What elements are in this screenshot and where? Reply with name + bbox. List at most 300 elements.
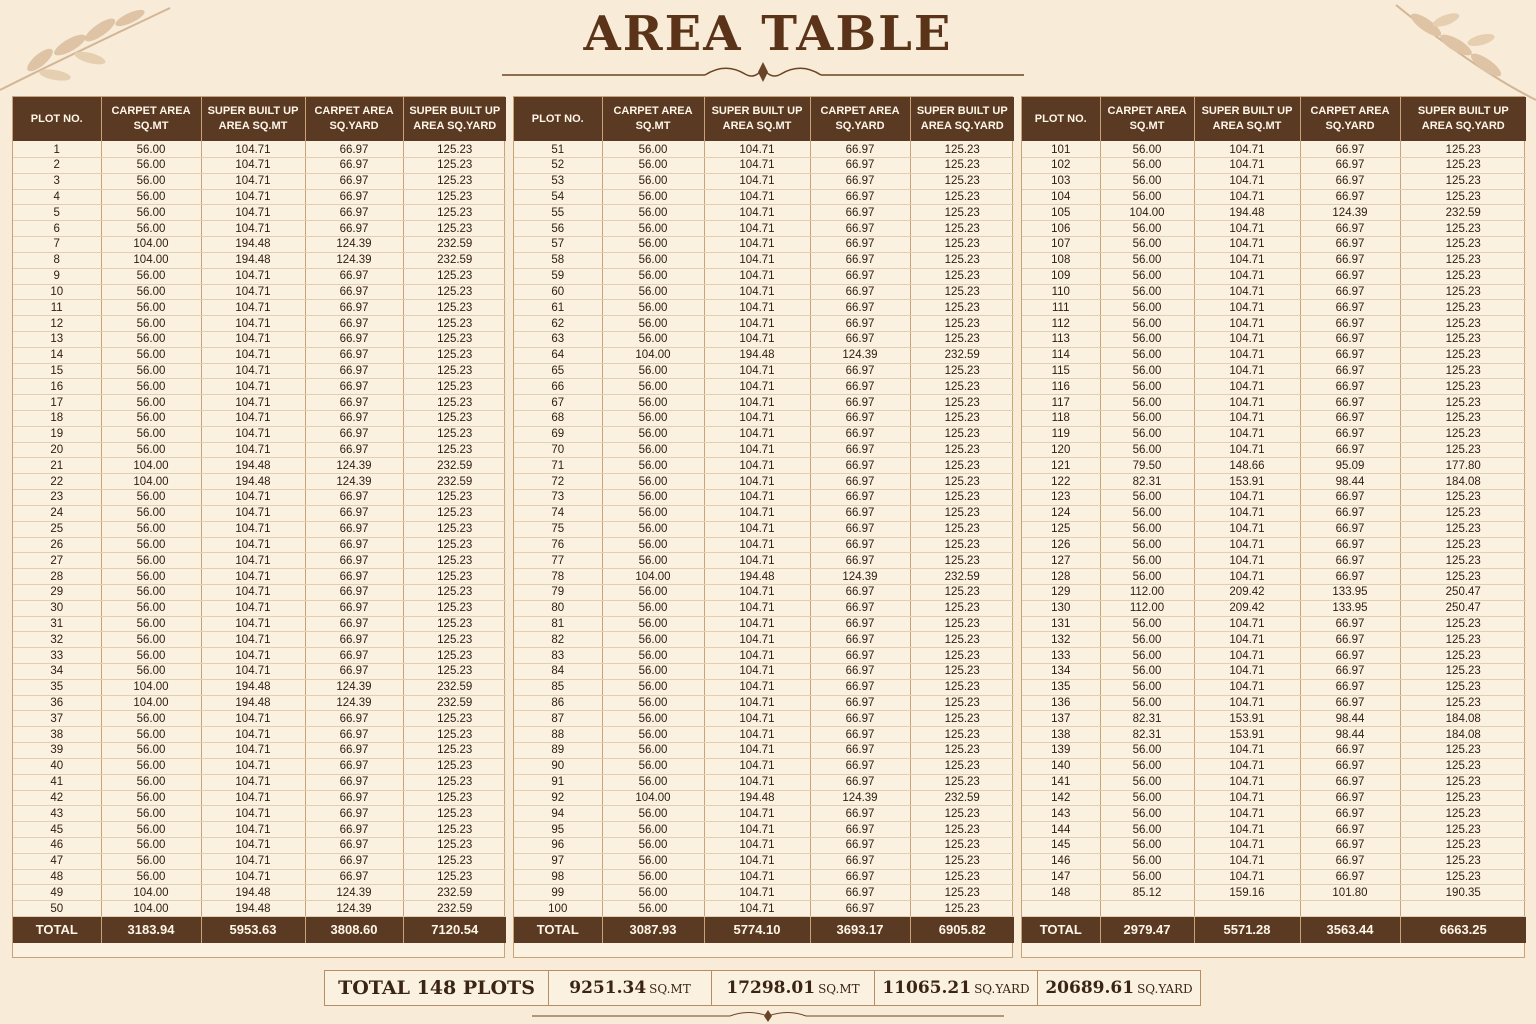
table-cell: 107 (1022, 237, 1100, 253)
table-row (13, 664, 506, 680)
table-cell: 104.71 (201, 331, 305, 347)
table-cell: 56.00 (1100, 743, 1194, 759)
table-cell: 66.97 (305, 490, 403, 506)
table-cell: 104.71 (704, 616, 810, 632)
table-cell: 12 (13, 316, 101, 332)
table-cell: 66.97 (1300, 822, 1400, 838)
table-cell: 66.97 (810, 490, 910, 506)
table-cell: 125.23 (1400, 774, 1526, 790)
table-cell: 104.71 (201, 822, 305, 838)
table-row (1022, 901, 1526, 917)
table-cell: 66.97 (1300, 616, 1400, 632)
table-cell: 104.71 (704, 284, 810, 300)
table-cell: 104.71 (201, 632, 305, 648)
table-cell: 56.00 (101, 758, 201, 774)
table-cell: 66.97 (810, 411, 910, 427)
table-row (13, 774, 506, 790)
table-cell: 104 (1022, 189, 1100, 205)
table-cell: 148.66 (1194, 458, 1300, 474)
table-row (1022, 790, 1526, 806)
table-cell: 56.00 (101, 553, 201, 569)
table-row (514, 758, 1014, 774)
table-cell: 66.97 (810, 316, 910, 332)
table-cell: 124.39 (305, 901, 403, 917)
table-row (514, 205, 1014, 221)
table-cell: 104.71 (704, 695, 810, 711)
total-value: 3693.17 (810, 917, 910, 943)
table-cell: 56.00 (602, 395, 704, 411)
table-cell: 56.00 (101, 837, 201, 853)
table-cell: 56.00 (1100, 521, 1194, 537)
table-cell: 43 (13, 806, 101, 822)
table-cell: 117 (1022, 395, 1100, 411)
table-cell: 66.97 (305, 711, 403, 727)
table-cell: 104.71 (704, 189, 810, 205)
table-cell: 56.00 (101, 205, 201, 221)
table-cell: 104.71 (704, 822, 810, 838)
table-cell: 125.23 (910, 869, 1014, 885)
table-cell: 104.71 (704, 474, 810, 490)
table-cell: 104.71 (1194, 221, 1300, 237)
table-cell: 52 (514, 158, 602, 174)
table-row (13, 474, 506, 490)
table-cell: 104.71 (201, 442, 305, 458)
table-cell: 4 (13, 189, 101, 205)
table-cell: 104.71 (1194, 189, 1300, 205)
table-row (13, 569, 506, 585)
table-cell: 16 (13, 379, 101, 395)
table-cell: 104.71 (201, 806, 305, 822)
table-cell: 66.97 (305, 569, 403, 585)
table-cell: 104.71 (704, 727, 810, 743)
table-row (1022, 379, 1526, 395)
table-row (1022, 505, 1526, 521)
table-cell: 125.23 (403, 141, 506, 158)
table-cell: 104.71 (704, 632, 810, 648)
table-row (514, 395, 1014, 411)
table-cell: 6 (13, 221, 101, 237)
table-cell: 104.71 (1194, 695, 1300, 711)
table-cell: 53 (514, 173, 602, 189)
table-row (1022, 727, 1526, 743)
table-cell: 104.71 (704, 395, 810, 411)
table-row (1022, 442, 1526, 458)
table-cell: 125.23 (910, 284, 1014, 300)
table-cell: 114 (1022, 347, 1100, 363)
table-cell: 31 (13, 616, 101, 632)
table-cell: 125.23 (910, 363, 1014, 379)
table-cell: 56.00 (1100, 679, 1194, 695)
table-cell: 21 (13, 458, 101, 474)
table-cell: 56.00 (1100, 442, 1194, 458)
table-cell: 125.23 (1400, 426, 1526, 442)
table-header (514, 97, 1014, 141)
table-cell: 66.97 (305, 806, 403, 822)
table-row (514, 632, 1014, 648)
table-cell: 66.97 (305, 347, 403, 363)
table-cell: 56.00 (101, 141, 201, 158)
table-cell: 56.00 (602, 885, 704, 901)
table-cell: 66.97 (1300, 316, 1400, 332)
table-cell: 124.39 (810, 790, 910, 806)
table-cell: 85.12 (1100, 885, 1194, 901)
table-cell: 121 (1022, 458, 1100, 474)
table-cell: 104.71 (704, 221, 810, 237)
table-cell: 124.39 (810, 347, 910, 363)
table-cell: 125.23 (910, 331, 1014, 347)
area-table-1 (13, 97, 506, 943)
table-row (1022, 837, 1526, 853)
table-row (13, 727, 506, 743)
table-row (514, 664, 1014, 680)
column-header: CARPET AREA SQ.YARD (305, 97, 403, 141)
table-cell: 104.71 (201, 616, 305, 632)
table-row (514, 584, 1014, 600)
table-cell: 104.71 (1194, 743, 1300, 759)
table-cell: 108 (1022, 252, 1100, 268)
table-cell: 125.23 (910, 379, 1014, 395)
table-cell: 141 (1022, 774, 1100, 790)
table-cell: 125.23 (403, 553, 506, 569)
table-cell: 56.00 (602, 758, 704, 774)
table-row (514, 869, 1014, 885)
table-row (514, 284, 1014, 300)
table-cell: 66.97 (1300, 284, 1400, 300)
table-cell: 125.23 (910, 442, 1014, 458)
table-cell: 125.23 (1400, 806, 1526, 822)
table-cell: 56.00 (101, 316, 201, 332)
table-cell: 56.00 (1100, 553, 1194, 569)
table-cell: 104.71 (704, 711, 810, 727)
table-cell: 56.00 (101, 774, 201, 790)
table-row (514, 600, 1014, 616)
table-cell: 95 (514, 822, 602, 838)
table-cell: 84 (514, 664, 602, 680)
table-cell: 26 (13, 537, 101, 553)
table-cell: 125.23 (403, 395, 506, 411)
table-row (514, 442, 1014, 458)
table-cell: 56.00 (101, 158, 201, 174)
table-cell: 66.97 (305, 173, 403, 189)
table-cell: 104.71 (704, 679, 810, 695)
table-cell: 104.71 (1194, 237, 1300, 253)
table-cell: 32 (13, 632, 101, 648)
table-cell: 56.00 (1100, 664, 1194, 680)
table-cell: 98.44 (1300, 711, 1400, 727)
table-cell: 125.23 (1400, 173, 1526, 189)
table-row (514, 774, 1014, 790)
table-cell: 99 (514, 885, 602, 901)
table-cell: 17 (13, 395, 101, 411)
table-cell: 104.71 (704, 584, 810, 600)
table-row (514, 711, 1014, 727)
table-cell: 66.97 (810, 837, 910, 853)
table-cell: 66.97 (810, 268, 910, 284)
table-cell: 66.97 (305, 553, 403, 569)
table-row (514, 822, 1014, 838)
table-cell: 56.00 (602, 806, 704, 822)
table-cell: 104.71 (704, 648, 810, 664)
table-cell: 11 (13, 300, 101, 316)
table-cell: 66.97 (1300, 379, 1400, 395)
table-row (514, 616, 1014, 632)
table-cell: 56.00 (101, 411, 201, 427)
table-row (514, 537, 1014, 553)
table-cell: 104.71 (1194, 853, 1300, 869)
grand-total-value: 20689.61 (1045, 978, 1135, 998)
table-cell: 66.97 (1300, 632, 1400, 648)
table-cell: 56.00 (101, 173, 201, 189)
grand-total-unit: SQ.YARD (1137, 982, 1193, 996)
table-cell: 125.23 (910, 490, 1014, 506)
table-row (13, 505, 506, 521)
table-cell: 125.23 (1400, 837, 1526, 853)
table-cell: 104.71 (201, 316, 305, 332)
table-cell: 66.97 (810, 205, 910, 221)
table-row (1022, 284, 1526, 300)
table-cell: 125.23 (910, 252, 1014, 268)
table-row (1022, 774, 1526, 790)
table-cell: 125.23 (403, 363, 506, 379)
table-cell: 56.00 (101, 300, 201, 316)
table-cell: 232.59 (403, 695, 506, 711)
table-row (1022, 173, 1526, 189)
table-cell: 66.97 (305, 395, 403, 411)
table-cell: 66.97 (305, 363, 403, 379)
table-cell: 96 (514, 837, 602, 853)
table-cell: 112.00 (1100, 584, 1194, 600)
table-row (514, 474, 1014, 490)
table-cell: 104.71 (201, 426, 305, 442)
table-row (1022, 853, 1526, 869)
table-cell: 56.00 (1100, 347, 1194, 363)
table-cell: 56.00 (1100, 252, 1194, 268)
table-cell: 56.00 (602, 490, 704, 506)
grand-total-value: 9251.34 (569, 978, 647, 998)
table-cell: 125.23 (403, 664, 506, 680)
table-cell: 56.00 (101, 853, 201, 869)
table-cell: 104.71 (1194, 569, 1300, 585)
table-cell: 104.71 (704, 553, 810, 569)
table-cell: 56.00 (602, 300, 704, 316)
table-cell: 125.23 (910, 600, 1014, 616)
table-cell: 104.71 (201, 837, 305, 853)
table-cell: 66.97 (810, 600, 910, 616)
table-row (1022, 679, 1526, 695)
total-label: TOTAL (1022, 917, 1100, 943)
table-cell: 66.97 (305, 600, 403, 616)
table-cell: 104.71 (201, 268, 305, 284)
table-cell: 104.71 (704, 205, 810, 221)
table-cell: 98 (514, 869, 602, 885)
table-cell: 125.23 (910, 537, 1014, 553)
table-row (1022, 189, 1526, 205)
table-cell: 125.23 (910, 648, 1014, 664)
table-cell: 104.71 (201, 537, 305, 553)
table-cell: 66.97 (305, 616, 403, 632)
table-cell: 124.39 (305, 679, 403, 695)
table-cell: 18 (13, 411, 101, 427)
table-cell: 56.00 (602, 363, 704, 379)
table-cell: 104.71 (704, 758, 810, 774)
table-cell: 56.00 (1100, 695, 1194, 711)
table-cell: 66.97 (305, 727, 403, 743)
table-cell (1400, 901, 1526, 917)
table-cell: 66.97 (305, 268, 403, 284)
table-row (1022, 600, 1526, 616)
table-cell: 138 (1022, 727, 1100, 743)
table-cell: 66.97 (810, 616, 910, 632)
table-row (1022, 411, 1526, 427)
table-cell: 125.23 (403, 442, 506, 458)
table-cell: 42 (13, 790, 101, 806)
table-cell: 66.97 (1300, 758, 1400, 774)
table-cell: 66.97 (1300, 790, 1400, 806)
table-cell: 104.71 (1194, 632, 1300, 648)
table-row (1022, 553, 1526, 569)
table-cell: 104.71 (1194, 616, 1300, 632)
table-row (1022, 537, 1526, 553)
table-cell: 56.00 (101, 221, 201, 237)
table-cell: 104.71 (1194, 442, 1300, 458)
table-cell: 37 (13, 711, 101, 727)
table-row (1022, 316, 1526, 332)
table-cell: 56.00 (101, 521, 201, 537)
table-cell: 104.71 (201, 584, 305, 600)
table-cell: 66.97 (1300, 158, 1400, 174)
area-table-2 (514, 97, 1014, 943)
table-cell: 48 (13, 869, 101, 885)
table-cell: 125.23 (1400, 395, 1526, 411)
table-cell: 115 (1022, 363, 1100, 379)
table-row (1022, 616, 1526, 632)
table-cell: 125.23 (910, 316, 1014, 332)
table-row (514, 490, 1014, 506)
table-cell: 66.97 (810, 885, 910, 901)
table-cell: 104.71 (1194, 758, 1300, 774)
table-cell: 82.31 (1100, 711, 1194, 727)
table-cell: 56.00 (602, 205, 704, 221)
table-cell: 104.71 (1194, 300, 1300, 316)
table-cell: 56.00 (602, 774, 704, 790)
table-cell: 129 (1022, 584, 1100, 600)
table-cell: 56.00 (101, 711, 201, 727)
table-cell: 88 (514, 727, 602, 743)
table-cell: 125.23 (1400, 189, 1526, 205)
table-cell: 56.00 (101, 727, 201, 743)
table-cell: 68 (514, 411, 602, 427)
table-cell: 66.97 (1300, 237, 1400, 253)
table-cell: 56.00 (602, 505, 704, 521)
table-row (13, 695, 506, 711)
table-cell: 66.97 (810, 395, 910, 411)
table-cell: 56.00 (101, 822, 201, 838)
table-cell: 104.71 (704, 743, 810, 759)
table-row (13, 521, 506, 537)
table-row (1022, 268, 1526, 284)
table-cell: 104.71 (201, 347, 305, 363)
table-cell: 125.23 (403, 490, 506, 506)
table-cell: 232.59 (403, 474, 506, 490)
table-cell: 56.00 (101, 569, 201, 585)
table-cell: 232.59 (403, 252, 506, 268)
table-cell: 125.23 (403, 284, 506, 300)
table-cell: 66.97 (810, 822, 910, 838)
table-cell: 56.00 (1100, 268, 1194, 284)
table-cell: 66.97 (810, 648, 910, 664)
table-cell: 66.97 (1300, 300, 1400, 316)
table-cell: 104.71 (704, 268, 810, 284)
table-cell: 10 (13, 284, 101, 300)
table-cell: 36 (13, 695, 101, 711)
table-cell: 124.39 (305, 252, 403, 268)
total-value: 6905.82 (910, 917, 1014, 943)
table-cell: 56.00 (602, 442, 704, 458)
table-cell: 66.97 (810, 869, 910, 885)
table-cell: 124.39 (305, 885, 403, 901)
table-cell (1100, 901, 1194, 917)
table-row (514, 268, 1014, 284)
table-cell: 104.71 (704, 837, 810, 853)
table-cell: 232.59 (403, 237, 506, 253)
table-cell: 66.97 (810, 553, 910, 569)
table-cell: 144 (1022, 822, 1100, 838)
table-cell: 56.00 (1100, 284, 1194, 300)
table-cell: 111 (1022, 300, 1100, 316)
table-cell: 33 (13, 648, 101, 664)
table-cell: 56.00 (1100, 426, 1194, 442)
table-cell: 104.71 (1194, 537, 1300, 553)
page-title: AREA TABLE (583, 6, 953, 62)
table-cell: 66.97 (305, 632, 403, 648)
table-cell: 66.97 (810, 632, 910, 648)
table-row (13, 537, 506, 553)
table-cell: 104.71 (1194, 553, 1300, 569)
table-cell: 125.23 (1400, 316, 1526, 332)
table-cell: 50 (13, 901, 101, 917)
table-cell: 56.00 (602, 711, 704, 727)
table-cell: 119 (1022, 426, 1100, 442)
table-cell: 3 (13, 173, 101, 189)
table-cell: 72 (514, 474, 602, 490)
table-cell: 133 (1022, 648, 1100, 664)
table-cell: 125.23 (910, 885, 1014, 901)
table-cell: 104.71 (704, 316, 810, 332)
table-cell (1194, 901, 1300, 917)
column-header: CARPET AREA SQ.MT (602, 97, 704, 141)
table-cell: 125.23 (910, 774, 1014, 790)
total-value: 3183.94 (101, 917, 201, 943)
table-cell: 104.00 (101, 237, 201, 253)
table-cell: 82 (514, 632, 602, 648)
table-cell: 98.44 (1300, 727, 1400, 743)
table-cell: 104.71 (704, 869, 810, 885)
total-value: 5774.10 (704, 917, 810, 943)
table-cell: 125.23 (1400, 869, 1526, 885)
table-cell: 104.00 (101, 252, 201, 268)
table-cell: 66.97 (1300, 363, 1400, 379)
table-cell: 40 (13, 758, 101, 774)
table-cell: 56.00 (1100, 790, 1194, 806)
table-cell: 133.95 (1300, 600, 1400, 616)
table-cell: 104.71 (201, 569, 305, 585)
table-cell: 125.23 (403, 411, 506, 427)
table-cell: 56.00 (1100, 853, 1194, 869)
table-cell: 30 (13, 600, 101, 616)
table-row (1022, 252, 1526, 268)
table-cell: 66.97 (1300, 679, 1400, 695)
table-cell: 104.00 (1100, 205, 1194, 221)
